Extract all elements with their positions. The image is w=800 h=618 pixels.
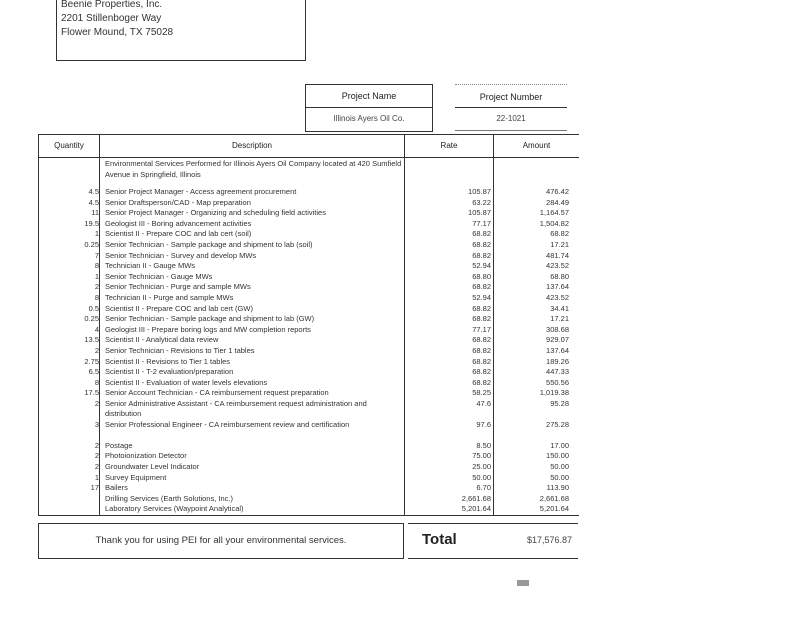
rate-cell: 68.82 (472, 303, 491, 313)
quantity-cell: 13.5 (84, 335, 99, 345)
rate-cell: 68.82 (472, 345, 491, 355)
project-number-header: Project Number (479, 92, 543, 102)
description-cell: Scientist II - Prepare COC and lab cert (GW) (105, 303, 253, 313)
description-cell: Senior Technician - Purge and sample MWs (105, 282, 251, 292)
quantity-cell: 8 (94, 377, 99, 387)
amount-cell: 447.33 (546, 367, 569, 377)
amount-cell: 2,661.68 (539, 493, 569, 503)
quantity-cell: 0.5 (88, 303, 99, 313)
description-cell: Laboratory Services (Waypoint Analytical) (105, 504, 244, 514)
table-row (39, 357, 579, 368)
amount-cell: 550.56 (546, 377, 569, 387)
amount-cell: 150.00 (546, 451, 569, 461)
table-row (39, 261, 579, 272)
rate-cell: 68.82 (472, 282, 491, 292)
project-number-top-rule (455, 84, 567, 85)
quantity-cell: 0.25 (84, 239, 99, 249)
quantity-cell: 4 (94, 324, 99, 334)
description-cell: Groundwater Level Indicator (105, 462, 200, 472)
amount-cell: 68.82 (550, 229, 569, 239)
quantity-cell: 2 (94, 440, 99, 450)
rate-cell: 25.00 (472, 462, 491, 472)
description-cell: Technician II - Purge and sample MWs (105, 292, 234, 302)
amount-cell: 1,019.38 (539, 388, 569, 398)
quantity-cell: 2 (94, 398, 99, 408)
amount-cell: 34.41 (550, 303, 569, 313)
quantity-cell: 3 (94, 419, 99, 429)
rate-cell: 68.82 (472, 335, 491, 345)
amount-cell: 929.07 (546, 335, 569, 345)
table-row (39, 293, 579, 304)
description-cell: Postage (105, 440, 133, 450)
amount-cell: 137.64 (546, 282, 569, 292)
amount-cell: 50.00 (550, 462, 569, 472)
project-name-box (305, 84, 433, 132)
table-row (39, 335, 579, 346)
table-rows (39, 159, 579, 515)
table-row (39, 494, 579, 505)
amount-cell: 113.90 (546, 483, 569, 493)
quantity-cell: 17.5 (84, 388, 99, 398)
table-row (39, 251, 579, 262)
description-cell: Senior Technician - Revisions to Tier 1 tables (105, 345, 255, 355)
amount-cell: 423.52 (546, 292, 569, 302)
amount-header: Amount (494, 135, 579, 158)
rate-cell: 5,201.64 (461, 504, 491, 514)
rate-cell: 105.87 (468, 187, 491, 196)
table-row (39, 420, 579, 441)
rate-cell: 105.87 (468, 208, 491, 218)
rate-cell: 68.80 (472, 271, 491, 281)
quantity-cell: 6.5 (88, 367, 99, 377)
description-cell: Technician II - Gauge MWs (105, 261, 196, 271)
amount-cell: 275.28 (546, 419, 569, 429)
amount-cell: 1,504.82 (539, 218, 569, 228)
rate-cell: 8.50 (476, 440, 491, 450)
table-row (39, 441, 579, 452)
description-cell: Senior Technician - Sample package and shipment to lab (soil) (105, 239, 313, 249)
table-row (39, 304, 579, 315)
quantity-cell: 4.5 (88, 187, 99, 196)
amount-cell: 476.42 (546, 187, 569, 196)
quantity-cell: 17 (90, 483, 99, 493)
total-bottom-rule (408, 558, 578, 559)
description-cell: Senior Technician - Survey and develop MWs (105, 250, 257, 260)
amount-cell: 17.21 (550, 239, 569, 249)
rate-cell: 58.25 (472, 388, 491, 398)
rate-cell: 68.82 (472, 356, 491, 366)
description-cell: Senior Project Manager - Access agreement procurement (105, 187, 297, 196)
quantity-cell: 8 (94, 261, 99, 271)
table-row (39, 272, 579, 283)
description-cell: Senior Project Manager - Organizing and scheduling field activities (105, 208, 326, 218)
table-row (39, 504, 579, 515)
amount-cell: 50.00 (550, 472, 569, 482)
intro-row (39, 159, 579, 183)
amount-cell: 5,201.64 (539, 504, 569, 514)
description-cell: Scientist II - Prepare COC and lab cert (soil) (105, 229, 252, 239)
quantity-cell: 2 (94, 462, 99, 472)
rate-cell: 75.00 (472, 451, 491, 461)
total-top-rule (408, 523, 578, 524)
description-cell: Drilling Services (Earth Solutions, Inc.) (105, 493, 233, 503)
table-row (39, 451, 579, 462)
rate-cell: 2,661.68 (461, 493, 491, 503)
project-name-header: Project Name (306, 85, 432, 108)
thanks-box (38, 523, 404, 559)
rate-header: Rate (405, 135, 493, 158)
intro-text: Environmental Services Performed for Illinois Ayers Oil Company located at 420 Sumfield Avenue in Springfield, Illinois (105, 159, 402, 179)
address-line: Flower Mound, TX 75028 (61, 27, 174, 38)
rate-cell: 6.70 (476, 483, 491, 493)
rate-cell: 68.82 (472, 377, 491, 387)
quantity-cell: 11 (91, 208, 99, 218)
quantity-cell: 1 (94, 472, 99, 482)
project-number-value: 22-1021 (496, 114, 526, 123)
amount-cell: 189.26 (546, 356, 569, 366)
table-row (39, 399, 579, 420)
quantity-cell: 1 (94, 229, 99, 239)
table-row (39, 282, 579, 293)
description-cell: Senior Draftsperson/CAD - Map preparation (105, 197, 251, 207)
amount-cell: 17.00 (550, 440, 569, 450)
description-cell: Scientist II - Evaluation of water levels elevations (105, 377, 268, 387)
table-row (39, 187, 579, 198)
project-name-value: Illinois Ayers Oil Co. (333, 114, 405, 123)
total-label: Total (422, 531, 457, 548)
thanks-message: Thank you for using PEI for all your environmental services. (95, 535, 347, 546)
table-row (39, 346, 579, 357)
quantity-cell: 1 (94, 271, 99, 281)
description-cell: Scientist II - Analytical data review (105, 335, 219, 345)
quantity-cell: 2 (94, 451, 99, 461)
quantity-cell: 0.25 (84, 314, 99, 324)
rate-cell: 68.82 (472, 367, 491, 377)
rate-cell: 68.82 (472, 250, 491, 260)
description-cell: Scientist II - Revisions to Tier 1 tables (105, 356, 231, 366)
table-row (39, 208, 579, 219)
table-row (39, 198, 579, 209)
quantity-cell: 2.75 (84, 356, 99, 366)
rate-cell: 68.82 (472, 314, 491, 324)
quantity-cell: 8 (94, 292, 99, 302)
amount-cell: 284.49 (546, 197, 569, 207)
amount-cell: 137.64 (546, 345, 569, 355)
amount-cell: 1,164.57 (539, 208, 569, 218)
table-row (39, 229, 579, 240)
quantity-cell: 19.5 (84, 218, 99, 228)
amount-cell: 308.68 (546, 324, 569, 334)
amount-cell: 423.52 (546, 261, 569, 271)
rate-cell: 52.94 (472, 261, 491, 271)
quantity-cell: 2 (94, 282, 99, 292)
quantity-cell: 7 (94, 250, 99, 260)
description-cell: Senior Administrative Assistant - CA reimbursement request administration and distribution (105, 398, 367, 419)
project-number-bottom-rule (455, 130, 567, 131)
rate-cell: 50.00 (472, 472, 491, 482)
address-line: 2201 Stillenboger Way (61, 13, 162, 24)
description-cell: Senior Professional Engineer - CA reimbursement review and certification (105, 419, 350, 429)
invoice-table (38, 134, 579, 516)
description-cell: Photoionization Detector (105, 451, 187, 461)
amount-cell: 17.21 (550, 314, 569, 324)
total-value: $17,576.87 (526, 535, 572, 545)
description-header: Description (100, 135, 404, 158)
table-row (39, 473, 579, 484)
table-row (39, 240, 579, 251)
rate-cell: 63.22 (472, 197, 491, 207)
description-cell: Senior Technician - Gauge MWs (105, 271, 213, 281)
quantity-header: Quantity (39, 135, 99, 158)
address-line: Beenie Properties, Inc. (61, 0, 163, 10)
table-row (39, 378, 579, 389)
amount-cell: 68.80 (550, 271, 569, 281)
stamp-mark (517, 580, 529, 586)
table-row (39, 219, 579, 230)
description-cell: Senior Technician - Sample package and shipment to lab (GW) (105, 314, 315, 324)
address-block (56, 0, 306, 61)
rate-cell: 47.6 (476, 398, 491, 408)
quantity-cell: 2 (94, 345, 99, 355)
description-cell: Senior Account Technician - CA reimbursement request preparation (105, 388, 329, 398)
description-cell: Geologist III - Boring advancement activities (105, 218, 252, 228)
description-cell: Survey Equipment (105, 472, 167, 482)
rate-cell: 77.17 (472, 324, 491, 334)
description-cell: Geologist III - Prepare boring logs and MW completion reports (105, 324, 311, 334)
rate-cell: 68.82 (472, 239, 491, 249)
amount-cell: 481.74 (546, 250, 569, 260)
rate-cell: 68.82 (472, 229, 491, 239)
rate-cell: 52.94 (472, 292, 491, 302)
description-cell: Bailers (105, 483, 128, 493)
table-row (39, 314, 579, 325)
amount-cell: 95.28 (550, 398, 569, 408)
table-row (39, 388, 579, 399)
description-cell: Scientist II - T-2 evaluation/preparation (105, 367, 234, 377)
rate-cell: 77.17 (472, 218, 491, 228)
rate-cell: 97.6 (476, 419, 491, 429)
table-row (39, 462, 579, 473)
table-row (39, 325, 579, 336)
table-row (39, 483, 579, 494)
table-row (39, 367, 579, 378)
quantity-cell: 4.5 (88, 197, 99, 207)
